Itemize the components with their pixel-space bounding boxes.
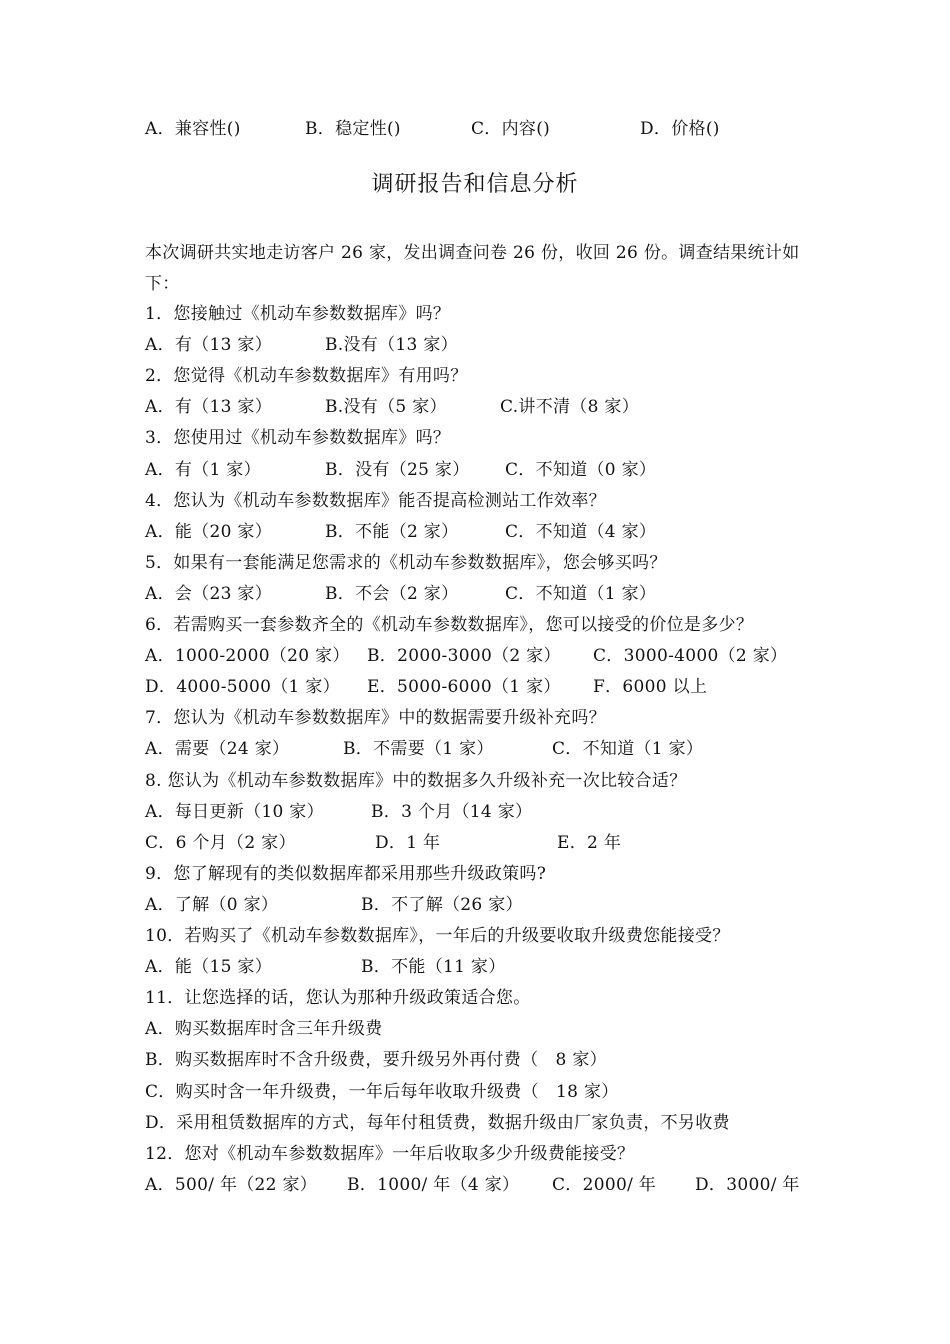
answer-option: C．不知道（4 家） <box>505 522 657 542</box>
question-text: 11．让您选择的话，您认为那种升级政策适合您。 <box>145 988 531 1008</box>
answer-option: C．2000/ 年 <box>552 1175 657 1195</box>
answer-option: C．内容() <box>471 119 551 139</box>
answer-option: F．6000 以上 <box>593 677 708 697</box>
answer-option: D．价格() <box>640 119 720 139</box>
answer-option: C．不知道（1 家） <box>505 584 657 604</box>
answer-option: D．3000/ 年 <box>695 1175 800 1195</box>
question-text: 7．您认为《机动车参数数据库》中的数据需要升级补充吗？ <box>145 708 606 728</box>
answer-option: B.没有（13 家） <box>325 335 458 355</box>
intro-paragraph: 本次调研共实地走访客户 26 家，发出调查问卷 26 份，收回 26 份。调查结果统计如下： <box>145 243 800 294</box>
question-text: 3．您使用过《机动车参数数据库》吗？ <box>145 428 451 448</box>
question-text: 1．您接触过《机动车参数数据库》吗？ <box>145 304 451 324</box>
answer-option: B．不需要（1 家） <box>343 739 494 759</box>
question-text: 2．您觉得《机动车参数数据库》有用吗？ <box>145 366 468 386</box>
answer-option: D．4000-5000（1 家） <box>145 677 340 697</box>
answer-option: A．有（13 家） <box>145 397 273 417</box>
answer-option: B．2000-3000（2 家） <box>367 646 561 666</box>
question-text: 10．若购买了《机动车参数数据库》，一年后的升级要收取升级费您能接受？ <box>145 926 730 946</box>
answer-option: B．3 个月（14 家） <box>371 802 533 822</box>
question-text: 6．若需购买一套参数齐全的《机动车参数数据库》，您可以接受的价位是多少？ <box>145 615 754 635</box>
answer-option: B．不能（2 家） <box>325 522 459 542</box>
answer-option: A．了解（0 家） <box>145 895 279 915</box>
answer-option: C．不知道（0 家） <box>505 460 657 480</box>
answer-option: B．没有（25 家） <box>325 460 470 480</box>
answer-option: C．3000-4000（2 家） <box>593 646 788 666</box>
question-text: 4．您认为《机动车参数数据库》能否提高检测站工作效率？ <box>145 491 606 511</box>
answer-option: C.讲不清（8 家） <box>500 397 640 417</box>
answer-option: A．兼容性() <box>145 119 241 139</box>
question-text: 12．您对《机动车参数数据库》一年后收取多少升级费能接受？ <box>145 1144 635 1164</box>
answer-option: E．5000-6000（1 家） <box>367 677 561 697</box>
answer-option: A．有（1 家） <box>145 460 261 480</box>
answer-option: D．采用租赁数据库的方式，每年付租赁费，数据升级由厂家负责，不另收费 <box>145 1113 730 1133</box>
question-text: 9．您了解现有的类似数据库都采用那些升级政策吗? <box>145 864 547 884</box>
answer-option: A．有（13 家） <box>145 335 273 355</box>
question-text: 8. 您认为《机动车参数数据库》中的数据多久升级补充一次比较合适？ <box>145 771 687 791</box>
answer-option: B．稳定性() <box>305 119 401 139</box>
answer-option: E．2 年 <box>557 833 622 853</box>
answer-option: A．购买数据库时含三年升级费 <box>145 1019 383 1039</box>
question-text: 5．如果有一套能满足您需求的《机动车参数数据库》，您会够买吗？ <box>145 553 667 573</box>
answer-option: C．不知道（1 家） <box>552 739 704 759</box>
answer-option: B．购买数据库时不含升级费，要升级另外再付费（ 8 家） <box>145 1050 607 1070</box>
answer-option: A．需要（24 家） <box>145 739 290 759</box>
answer-option: B．不能（11 家） <box>361 957 506 977</box>
answer-option: A．500/ 年（22 家） <box>145 1175 318 1195</box>
answer-option: A．会（23 家） <box>145 584 273 604</box>
answer-option: A．1000-2000（20 家） <box>145 646 350 666</box>
report-title: 调研报告和信息分析 <box>371 172 579 197</box>
answer-option: C．购买时含一年升级费，一年后每年收取升级费（ 18 家） <box>145 1082 619 1102</box>
answer-option: A．能（15 家） <box>145 957 273 977</box>
answer-option: B．不会（2 家） <box>325 584 459 604</box>
answer-option: A．每日更新（10 家） <box>145 802 324 822</box>
answer-option: A．能（20 家） <box>145 522 273 542</box>
answer-option: B．不了解（26 家） <box>361 895 523 915</box>
answer-option: B.没有（5 家） <box>325 397 447 417</box>
answer-option: D．1 年 <box>375 833 441 853</box>
answer-option: B．1000/ 年（4 家） <box>347 1175 520 1195</box>
answer-option: C．6 个月（2 家） <box>145 833 296 853</box>
